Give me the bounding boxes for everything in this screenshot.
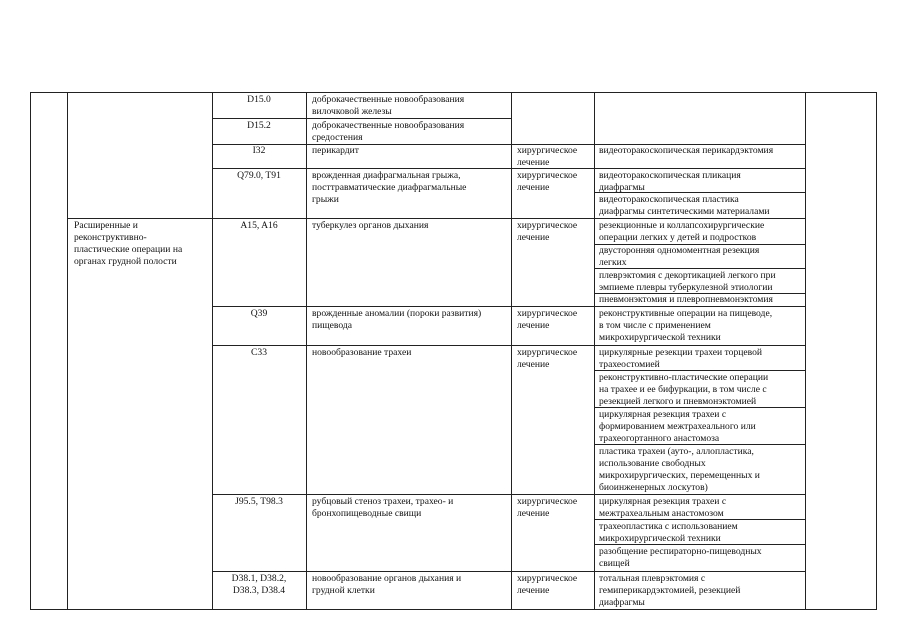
method-cell: пневмонэктомия и плевропневмонэктомия bbox=[599, 294, 773, 305]
method-cell: трахеопластика с использованием микрохирургической техники bbox=[599, 521, 738, 544]
table-border bbox=[594, 92, 595, 610]
code-cell: Q79.0, T91 bbox=[237, 170, 281, 181]
method-cell: пластика трахеи (ауто-, аллопластика, использование свободных микрохирургических, перемещенных и биоинженерных лоскутов) bbox=[599, 446, 760, 493]
treatment-cell: хирургическое лечение bbox=[517, 496, 578, 519]
code-cell: D15.0 bbox=[247, 94, 271, 105]
method-cell: видеоторакоскопическая пластика диафрагмы синтетическими материалами bbox=[599, 194, 770, 217]
row-divider bbox=[212, 345, 806, 346]
disease-cell: доброкачественные новообразования средостения bbox=[312, 120, 465, 143]
disease-cell: перикардит bbox=[312, 145, 359, 156]
disease-cell: новообразование трахеи bbox=[312, 347, 412, 358]
disease-cell: рубцовый стеноз трахеи, трахео- и бронхопищеводные свищи bbox=[312, 496, 454, 519]
method-cell: реконструктивные операции на пищеводе, в том числе с применением микрохирургической техники bbox=[599, 308, 773, 343]
code-cell: Q39 bbox=[250, 308, 268, 319]
row-divider bbox=[212, 118, 511, 119]
code-cell: A15, A16 bbox=[240, 220, 278, 231]
disease-cell: врожденная диафрагмальная грыжа, посттравматические диафрагмальные грыжи bbox=[312, 170, 467, 205]
treatment-cell: хирургическое лечение bbox=[517, 170, 578, 193]
code-cell: D15.2 bbox=[247, 120, 271, 131]
treatment-cell: хирургическое лечение bbox=[517, 573, 578, 596]
table-border bbox=[876, 92, 877, 610]
method-cell: разобщение респираторно-пищеводных свищей bbox=[599, 546, 762, 569]
treatment-cell: хирургическое лечение bbox=[517, 220, 578, 243]
table-border bbox=[30, 92, 31, 610]
treatment-cell: хирургическое лечение bbox=[517, 347, 578, 370]
row-divider bbox=[212, 306, 806, 307]
row-divider bbox=[212, 494, 806, 495]
table-border bbox=[30, 92, 877, 93]
code-cell: J95.5, T98.3 bbox=[235, 496, 283, 507]
code-cell: I32 bbox=[252, 145, 266, 156]
section-label: Расширенные и реконструктивно- пластические операции на органах грудной полости bbox=[74, 220, 183, 267]
method-cell: видеоторакоскопическая перикардэктомия bbox=[599, 145, 774, 156]
treatment-cell: хирургическое лечение bbox=[517, 308, 578, 331]
row-divider bbox=[67, 218, 806, 219]
method-cell: видеоторакоскопическая пликация диафрагмы bbox=[599, 170, 741, 193]
method-cell: двусторонняя одномоментная резекция легких bbox=[599, 245, 760, 268]
table-border bbox=[30, 609, 877, 610]
disease-cell: туберкулез органов дыхания bbox=[312, 220, 429, 231]
code-cell: C33 bbox=[251, 347, 267, 358]
code-cell: D38.1, D38.2, D38.3, D38.4 bbox=[231, 573, 287, 596]
method-cell: резекционные и коллапсохирургические операции легких у детей и подростков bbox=[599, 220, 765, 243]
table-border bbox=[306, 92, 307, 610]
method-cell: плеврэктомия с декортикацией легкого при эмпиеме плевры туберкулезной этиологии bbox=[599, 270, 776, 293]
row-divider bbox=[212, 168, 806, 169]
method-cell: реконструктивно-пластические операции на трахее и ее бифуркации, в том числе с резекцией легкого и пневмонэктомией bbox=[599, 372, 769, 407]
method-cell: циркулярные резекции трахеи торцевой трахеостомией bbox=[599, 347, 763, 370]
table-border bbox=[511, 92, 512, 610]
table-border bbox=[67, 92, 68, 610]
table-border bbox=[805, 92, 806, 610]
method-cell: циркулярная резекция трахеи с межтрахеальным анастомозом bbox=[599, 496, 727, 519]
method-cell: тотальная плеврэктомия с гемиперикардэктомией, резекцией диафрагмы bbox=[599, 573, 741, 608]
row-divider bbox=[212, 571, 806, 572]
disease-cell: врожденные аномалии (пороки развития) пищевода bbox=[312, 308, 482, 331]
method-cell: циркулярная резекция трахеи с формированием межтрахеального или трахеогортанного анастомоза bbox=[599, 409, 756, 444]
disease-cell: доброкачественные новообразования вилочковой железы bbox=[312, 94, 465, 117]
disease-cell: новообразование органов дыхания и грудной клетки bbox=[312, 573, 462, 596]
treatment-cell: хирургическое лечение bbox=[517, 145, 578, 168]
